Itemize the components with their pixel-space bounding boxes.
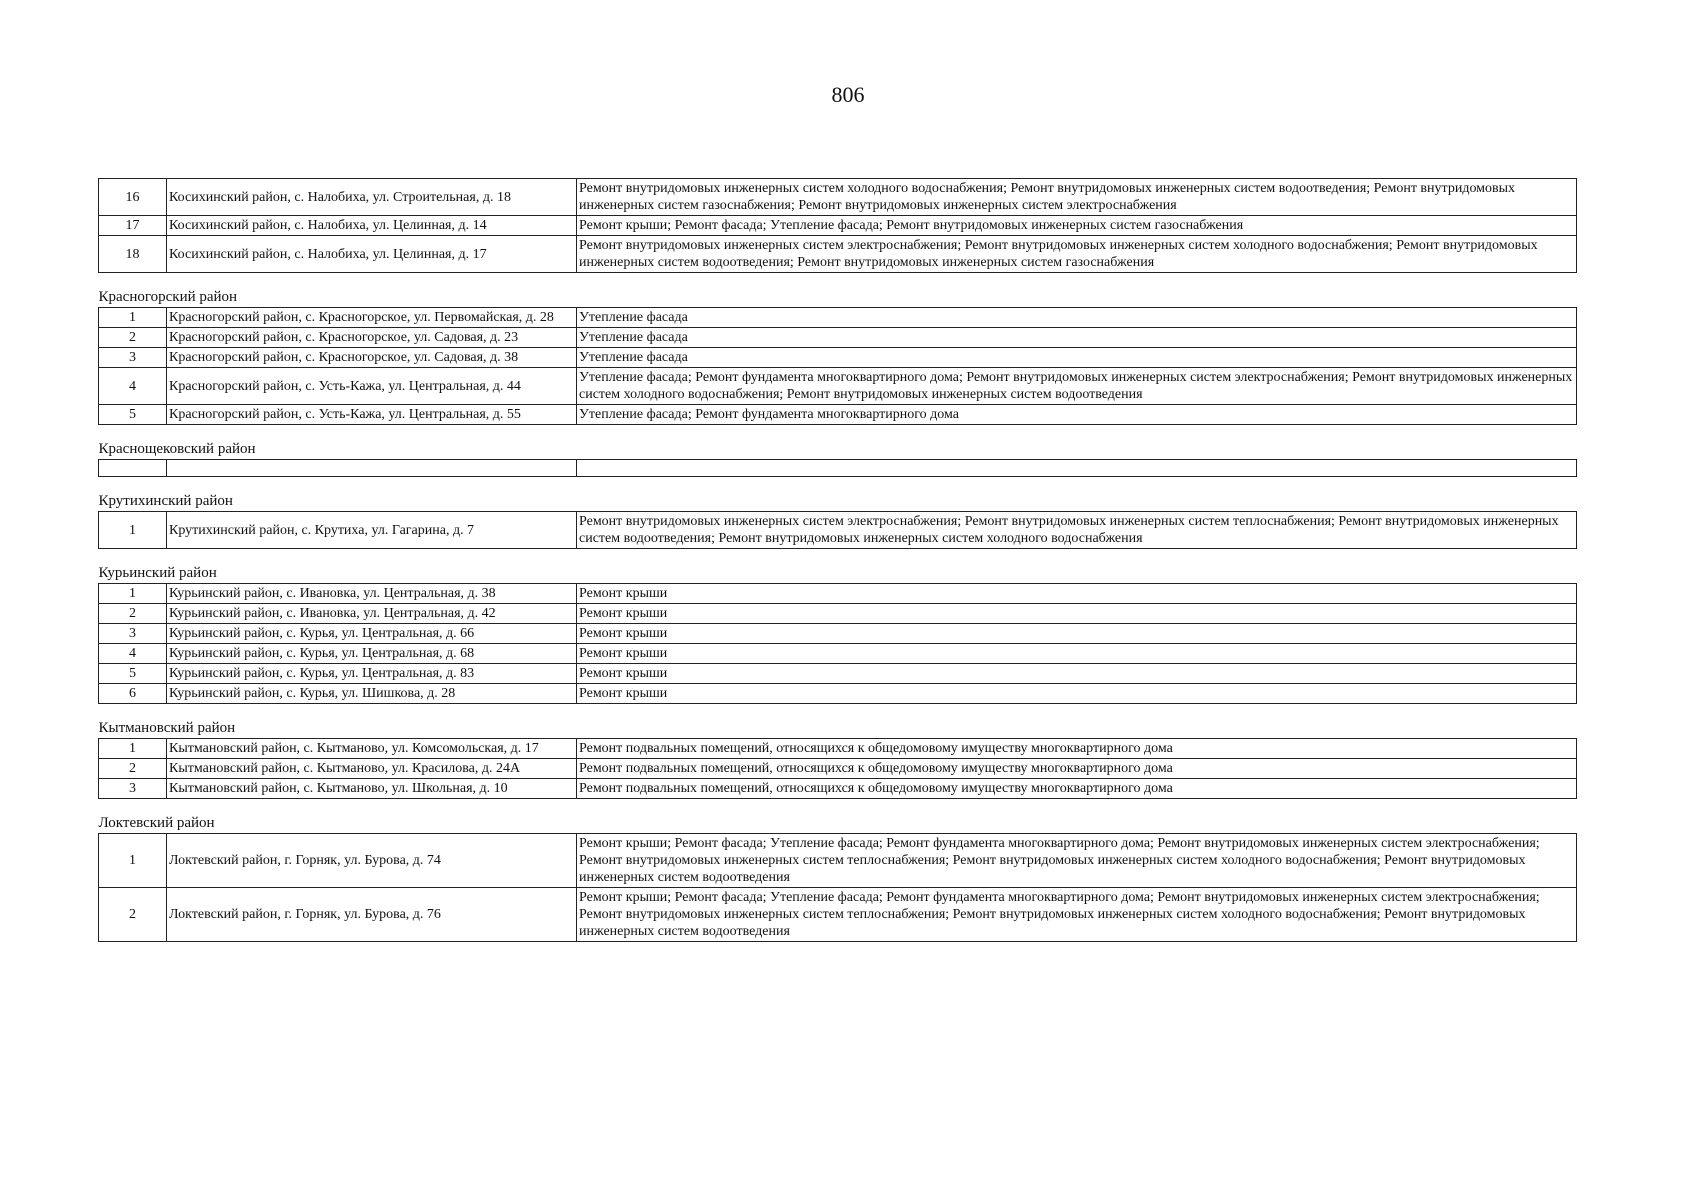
works-cell: Ремонт подвальных помещений, относящихся к общедомовому имуществу многоквартирного дома — [577, 779, 1577, 799]
district-title: Красногорский район — [99, 273, 1577, 308]
row-number: 2 — [99, 604, 167, 624]
table-row — [99, 644, 1577, 664]
row-number: 3 — [99, 348, 167, 368]
table-row — [99, 759, 1577, 779]
works-cell: Ремонт крыши — [577, 624, 1577, 644]
row-number: 1 — [99, 584, 167, 604]
works-cell: Ремонт внутридомовых инженерных систем холодного водоснабжения; Ремонт внутридомовых инженерных систем водоотведения; Ремонт внутридомовых инженерных систем газоснабжения; Ремонт внутридомовых инженерных систем электроснабжения — [577, 179, 1577, 216]
works-cell: Утепление фасада — [577, 308, 1577, 328]
repair-table-body — [99, 179, 1577, 942]
works-cell: Ремонт внутридомовых инженерных систем электроснабжения; Ремонт внутридомовых инженерных систем холодного водоснабжения; Ремонт внутридомовых инженерных систем водоотведения; Ремонт внутридомовых инженерных систем газоснабжения — [577, 236, 1577, 273]
district-header-row — [99, 477, 1577, 512]
district-header-row — [99, 549, 1577, 584]
address-cell: Курьинский район, с. Курья, ул. Центральная, д. 83 — [167, 664, 577, 684]
row-number: 1 — [99, 739, 167, 759]
works-cell: Ремонт подвальных помещений, относящихся к общедомовому имуществу многоквартирного дома — [577, 739, 1577, 759]
address-cell: Курьинский район, с. Ивановка, ул. Центральная, д. 38 — [167, 584, 577, 604]
row-number: 5 — [99, 664, 167, 684]
works-cell: Ремонт крыши — [577, 664, 1577, 684]
table-row — [99, 308, 1577, 328]
row-number: 1 — [99, 308, 167, 328]
row-number: 2 — [99, 328, 167, 348]
works-cell: Ремонт крыши; Ремонт фасада; Утепление фасада; Ремонт фундамента многоквартирного дома; Ремонт внутридомовых инженерных систем электроснабжения; Ремонт внутридомовых инженерных систем теплоснабжения; Ремонт внутридомовых инженерных систем холодного водоснабжения; Ремонт внутридомовых инженерных систем водоотведения — [577, 834, 1577, 888]
address-cell: Кытмановский район, с. Кытманово, ул. Комсомольская, д. 17 — [167, 739, 577, 759]
address-cell: Локтевский район, г. Горняк, ул. Бурова, д. 74 — [167, 834, 577, 888]
address-cell: Косихинский район, с. Налобиха, ул. Строительная, д. 18 — [167, 179, 577, 216]
works-cell: Ремонт крыши — [577, 644, 1577, 664]
row-number: 17 — [99, 216, 167, 236]
district-header-row — [99, 799, 1577, 834]
address-cell: Кытмановский район, с. Кытманово, ул. Школьная, д. 10 — [167, 779, 577, 799]
district-title: Локтевский район — [99, 799, 1577, 834]
row-number: 3 — [99, 624, 167, 644]
table-row — [99, 624, 1577, 644]
address-cell: Кытмановский район, с. Кытманово, ул. Красилова, д. 24А — [167, 759, 577, 779]
table-row — [99, 179, 1577, 216]
table-row — [99, 236, 1577, 273]
row-number: 6 — [99, 684, 167, 704]
row-number: 1 — [99, 834, 167, 888]
district-title: Кытмановский район — [99, 704, 1577, 739]
table-row — [99, 216, 1577, 236]
address-cell: Красногорский район, с. Красногорское, ул. Садовая, д. 38 — [167, 348, 577, 368]
address-cell: Курьинский район, с. Курья, ул. Центральная, д. 68 — [167, 644, 577, 664]
row-number: 2 — [99, 888, 167, 942]
address-cell: Курьинский район, с. Ивановка, ул. Центральная, д. 42 — [167, 604, 577, 624]
district-title: Крутихинский район — [99, 477, 1577, 512]
works-cell: Утепление фасада — [577, 328, 1577, 348]
table-row — [99, 512, 1577, 549]
page-number: 806 — [831, 82, 865, 107]
works-cell: Ремонт крыши — [577, 604, 1577, 624]
row-number: 2 — [99, 759, 167, 779]
works-cell: Ремонт крыши — [577, 684, 1577, 704]
table-row — [99, 328, 1577, 348]
address-cell: Красногорский район, с. Красногорское, ул. Первомайская, д. 28 — [167, 308, 577, 328]
table-row — [99, 368, 1577, 405]
table-row — [99, 405, 1577, 425]
address-cell: Курьинский район, с. Курья, ул. Центральная, д. 66 — [167, 624, 577, 644]
district-header-row — [99, 704, 1577, 739]
works-cell: Утепление фасада; Ремонт фундамента многоквартирного дома; Ремонт внутридомовых инженерных систем электроснабжения; Ремонт внутридомовых инженерных систем холодного водоснабжения; Ремонт внутридомовых инженерных систем водоотведения — [577, 368, 1577, 405]
table-row — [99, 604, 1577, 624]
address-cell: Красногорский район, с. Усть-Кажа, ул. Центральная, д. 55 — [167, 405, 577, 425]
works-cell: Ремонт подвальных помещений, относящихся к общедомовому имуществу многоквартирного дома — [577, 759, 1577, 779]
row-number: 5 — [99, 405, 167, 425]
table-row — [99, 584, 1577, 604]
table-row — [99, 888, 1577, 942]
row-number: 16 — [99, 179, 167, 216]
address-cell: Косихинский район, с. Налобиха, ул. Целинная, д. 17 — [167, 236, 577, 273]
address-cell: Локтевский район, г. Горняк, ул. Бурова, д. 76 — [167, 888, 577, 942]
table-row — [99, 739, 1577, 759]
works-cell: Ремонт внутридомовых инженерных систем электроснабжения; Ремонт внутридомовых инженерных систем теплоснабжения; Ремонт внутридомовых инженерных систем водоотведения; Ремонт внутридомовых инженерных систем холодного водоснабжения — [577, 512, 1577, 549]
row-number — [99, 460, 167, 477]
row-number: 3 — [99, 779, 167, 799]
district-title: Курьинский район — [99, 549, 1577, 584]
table-row — [99, 834, 1577, 888]
works-cell: Утепление фасада; Ремонт фундамента многоквартирного дома — [577, 405, 1577, 425]
works-cell: Ремонт крыши — [577, 584, 1577, 604]
works-cell: Ремонт крыши; Ремонт фасада; Утепление фасада; Ремонт фундамента многоквартирного дома; Ремонт внутридомовых инженерных систем электроснабжения; Ремонт внутридомовых инженерных систем теплоснабжения; Ремонт внутридомовых инженерных систем холодного водоснабжения; Ремонт внутридомовых инженерных систем водоотведения — [577, 888, 1577, 942]
works-cell: Ремонт крыши; Ремонт фасада; Утепление фасада; Ремонт внутридомовых инженерных систем газоснабжения — [577, 216, 1577, 236]
table-row — [99, 684, 1577, 704]
address-cell: Крутихинский район, с. Крутиха, ул. Гагарина, д. 7 — [167, 512, 577, 549]
address-cell: Красногорский район, с. Красногорское, ул. Садовая, д. 23 — [167, 328, 577, 348]
row-number: 4 — [99, 644, 167, 664]
address-cell — [167, 460, 577, 477]
table-row — [99, 348, 1577, 368]
district-header-row — [99, 273, 1577, 308]
row-number: 1 — [99, 512, 167, 549]
address-cell: Косихинский район, с. Налобиха, ул. Целинная, д. 14 — [167, 216, 577, 236]
repair-table-container — [98, 178, 1576, 942]
address-cell: Красногорский район, с. Усть-Кажа, ул. Центральная, д. 44 — [167, 368, 577, 405]
repair-table — [98, 178, 1577, 942]
address-cell: Курьинский район, с. Курья, ул. Шишкова, д. 28 — [167, 684, 577, 704]
table-row — [99, 664, 1577, 684]
district-header-row — [99, 425, 1577, 460]
row-number: 18 — [99, 236, 167, 273]
works-cell — [577, 460, 1577, 477]
works-cell: Утепление фасада — [577, 348, 1577, 368]
row-number: 4 — [99, 368, 167, 405]
table-row — [99, 460, 1577, 477]
district-title: Краснощековский район — [99, 425, 1577, 460]
table-row — [99, 779, 1577, 799]
